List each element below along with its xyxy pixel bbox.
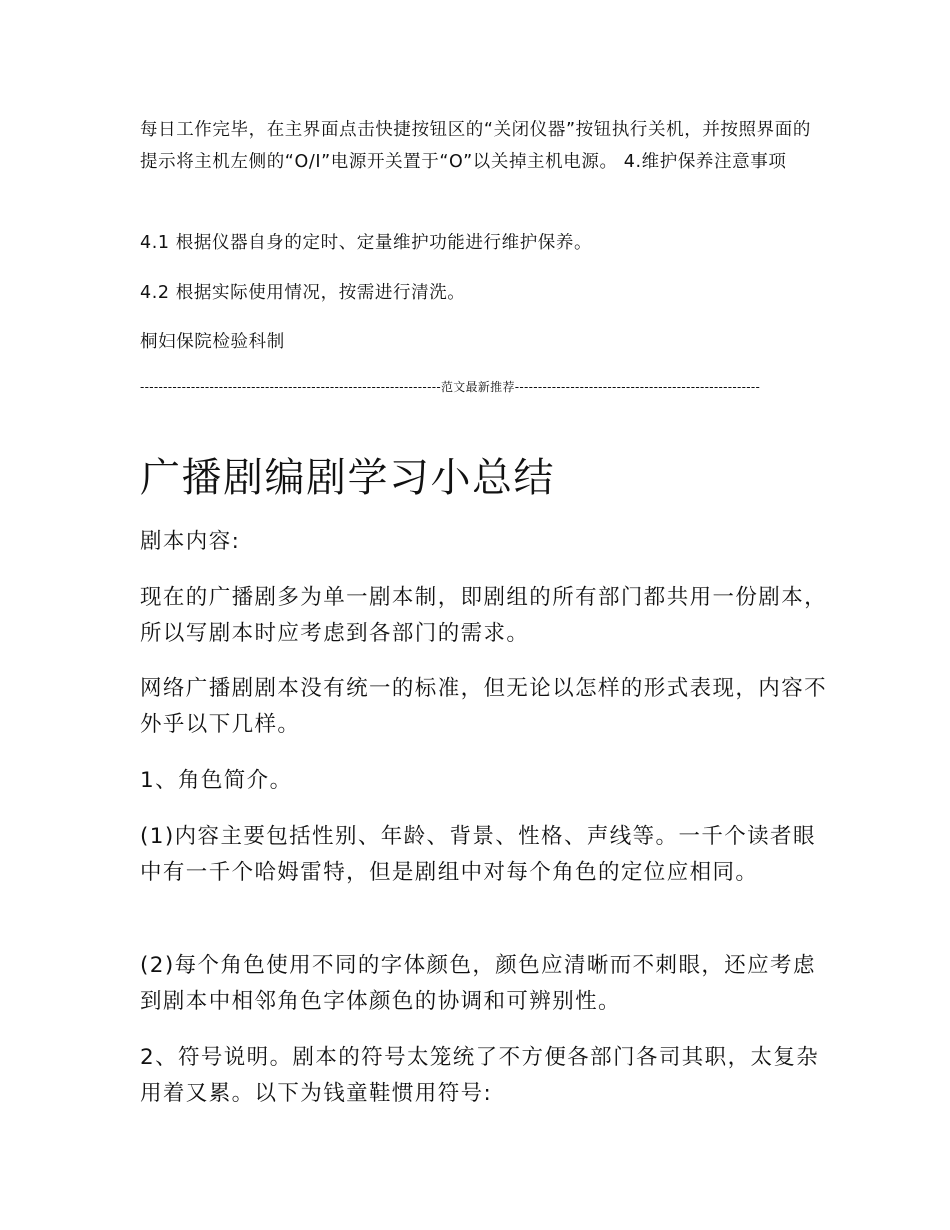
department-signature: 桐妇保院检验科制 (140, 332, 285, 352)
article-paragraph: 2、符号说明。剧本的符号太笼统了不方便各部门各司其职，太复杂用着又累。以下为钱童鞋惯用符号: (140, 1045, 820, 1106)
article-paragraph: 剧本内容: (140, 529, 241, 554)
shutdown-instruction-paragraph: 每日工作完毕，在主界面点击快捷按钮区的“关闭仪器”按钮执行关机，并按照界面的提示将主机左侧的“O/I”电源开关置于“O”以关掉主机电源。 4.维护保养注意事项 (140, 120, 811, 172)
article-paragraph: (1)内容主要包括性别、年龄、背景、性格、声线等。一千个读者眼中有一千个哈姆雷特，但是剧组中对每个角色的定位应相同。 (140, 824, 816, 885)
article-title: 广播剧编剧学习小总结 (140, 455, 555, 501)
article-paragraph: (2)每个角色使用不同的字体颜色，颜色应清晰而不刺眼，还应考虑到剧本中相邻角色字体颜色的协调和可辨别性。 (140, 953, 816, 1014)
article-paragraph: 1、角色简介。 (140, 768, 293, 793)
recommendation-divider: -----------------------------------------------------------------范文最新推荐----------------------------------------------------- (140, 380, 761, 394)
article-paragraph: 现在的广播剧多为单一剧本制，即剧组的所有部门都共用一份剧本，所以写剧本时应考虑到各部门的需求。 (140, 585, 828, 646)
maintenance-item-4-2: 4.2 根据实际使用情况，按需进行清洗。 (140, 283, 466, 303)
article-paragraph: 网络广播剧剧本没有统一的标准，但无论以怎样的形式表现，内容不外乎以下几样。 (140, 676, 828, 737)
maintenance-item-4-1: 4.1 根据仪器自身的定时、定量维护功能进行维护保养。 (140, 233, 593, 253)
